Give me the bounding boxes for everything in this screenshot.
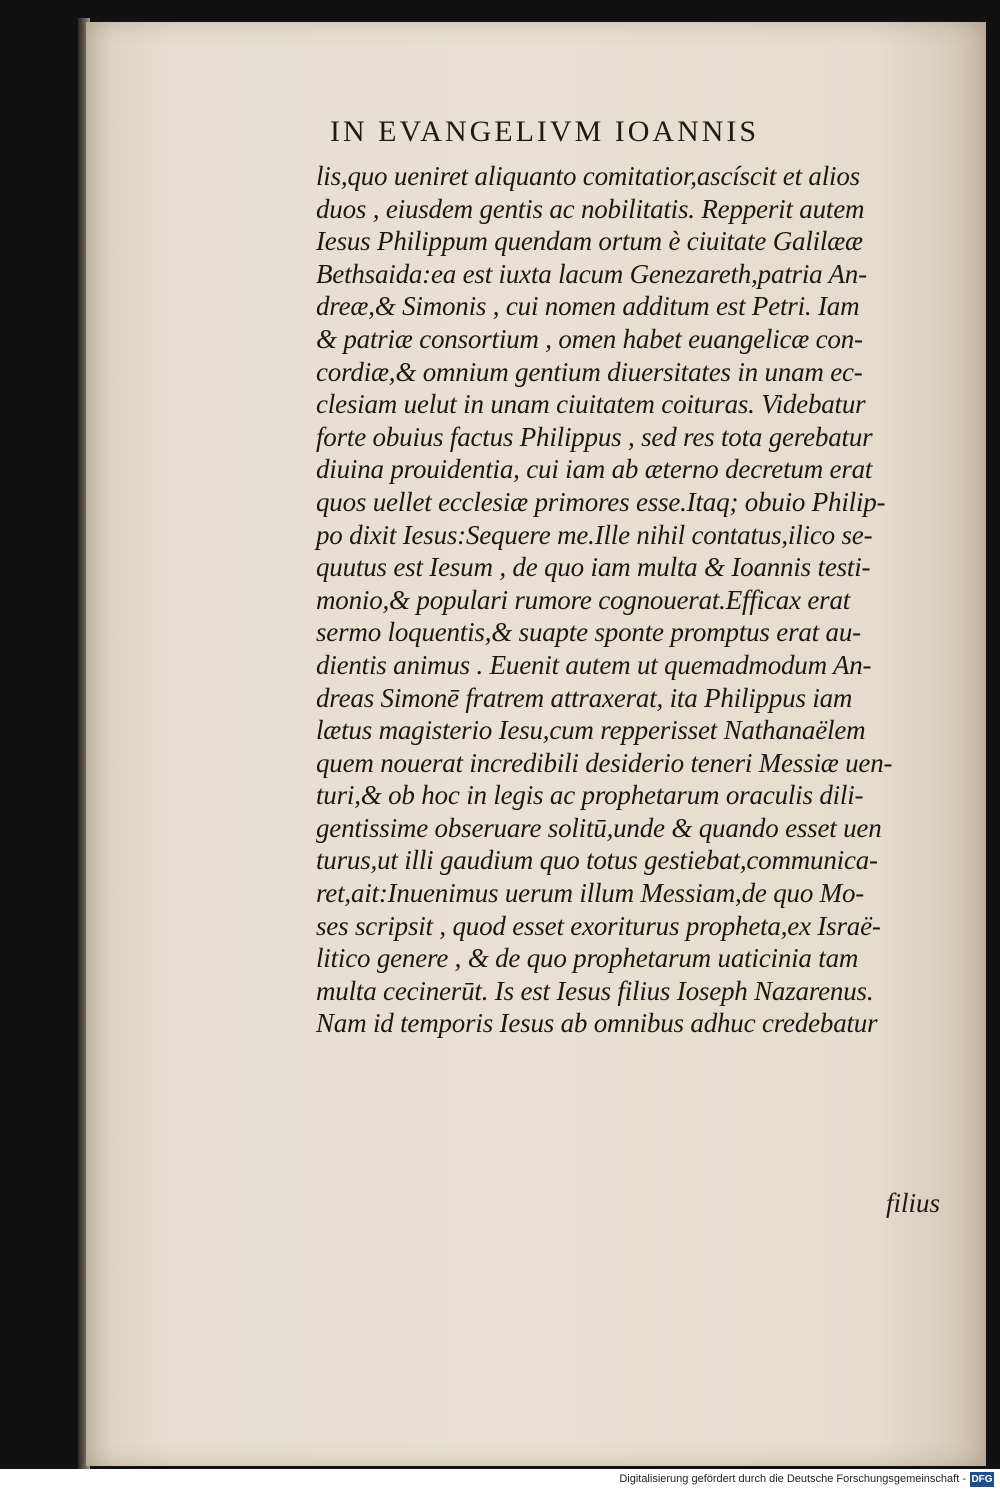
text-line: diuina prouidentia, cui iam ab æterno decretum erat	[316, 454, 873, 485]
text-line: cordiæ,& omnium gentium diuersitates in unam ec-	[316, 356, 863, 387]
text-line: quos uellet ecclesiæ primores esse.Itaq; obuio Philip-	[316, 486, 886, 517]
text-line: dreæ,& Simonis , cui nomen additum est Petri. Iam	[316, 291, 860, 322]
text-line: dreas Simonē fratrem attraxerat, ita Philippus iam	[316, 682, 853, 713]
text-block	[316, 160, 936, 1040]
text-line: Iesus Philippum quendam ortum è ciuitate Galilææ	[316, 226, 863, 257]
text-line: po dixit Iesus:Sequere me.Ille nihil contatus,ilico se-	[316, 519, 873, 550]
text-line: quem nouerat incredibili desiderio teneri Messiæ uen-	[316, 747, 893, 778]
running-head: IN EVANGELIVM IOANNIS	[330, 115, 760, 148]
text-line: forte obuius factus Philippus , sed res tota gerebatur	[316, 421, 873, 452]
text-line: & patriæ consortium , omen habet euangelicæ con-	[316, 323, 863, 354]
text-line: lis,quo ueniret aliquanto comitatior,ascíscit et alios	[316, 161, 860, 191]
text-line: clesiam uelut in unam ciuitatem coituras. Videbatur	[316, 389, 866, 420]
text-line: Bethsaida:ea est iuxta lacum Genezareth,patria An-	[316, 258, 867, 289]
faint-mark	[330, 1203, 390, 1227]
dfg-logo: DFG	[971, 1474, 993, 1485]
text-line: duos , eiusdem gentis ac nobilitatis. Repperit autem	[316, 193, 865, 224]
text-line: monio,& populari rumore cognouerat.Efficax erat	[316, 584, 851, 615]
dfg-credit-text: Digitalisierung gefördert durch die Deutsche Forschungsgemeinschaft -	[619, 1473, 966, 1485]
footer-bar	[0, 1469, 1000, 1491]
text-line: ses scripsit , quod esset exoriturus propheta,ex Israë-	[316, 910, 881, 941]
text-line: lætus magisterio Iesu,cum repperisset Nathanaëlem	[316, 715, 866, 746]
text-line: quutus est Iesum , de quo iam multa & Ioannis testi-	[316, 552, 871, 583]
text-line: Nam id temporis Iesus ab omnibus adhuc credebatur	[316, 1008, 878, 1039]
text-line: multa cecinerūt. Is est Iesus filius Ioseph Nazarenus.	[316, 975, 874, 1006]
text-line: gentissime obseruare solitū,unde & quando esset uen	[316, 812, 882, 843]
text-line: sermo loquentis,& suapte sponte promptus erat au-	[316, 617, 861, 648]
text-line: turi,& ob hoc in legis ac prophetarum oraculis dili-	[316, 780, 864, 811]
catchword: filius	[885, 1188, 940, 1218]
text-line: litico genere , & de quo prophetarum uaticinia tam	[316, 943, 859, 974]
text-line: ret,ait:Inuenimus uerum illum Messiam,de quo Mo-	[316, 878, 865, 909]
text-line: turus,ut illi gaudium quo totus gestiebat,communica-	[316, 845, 878, 876]
text-line: dientis animus . Euenit autem ut quemadmodum An-	[316, 649, 872, 680]
